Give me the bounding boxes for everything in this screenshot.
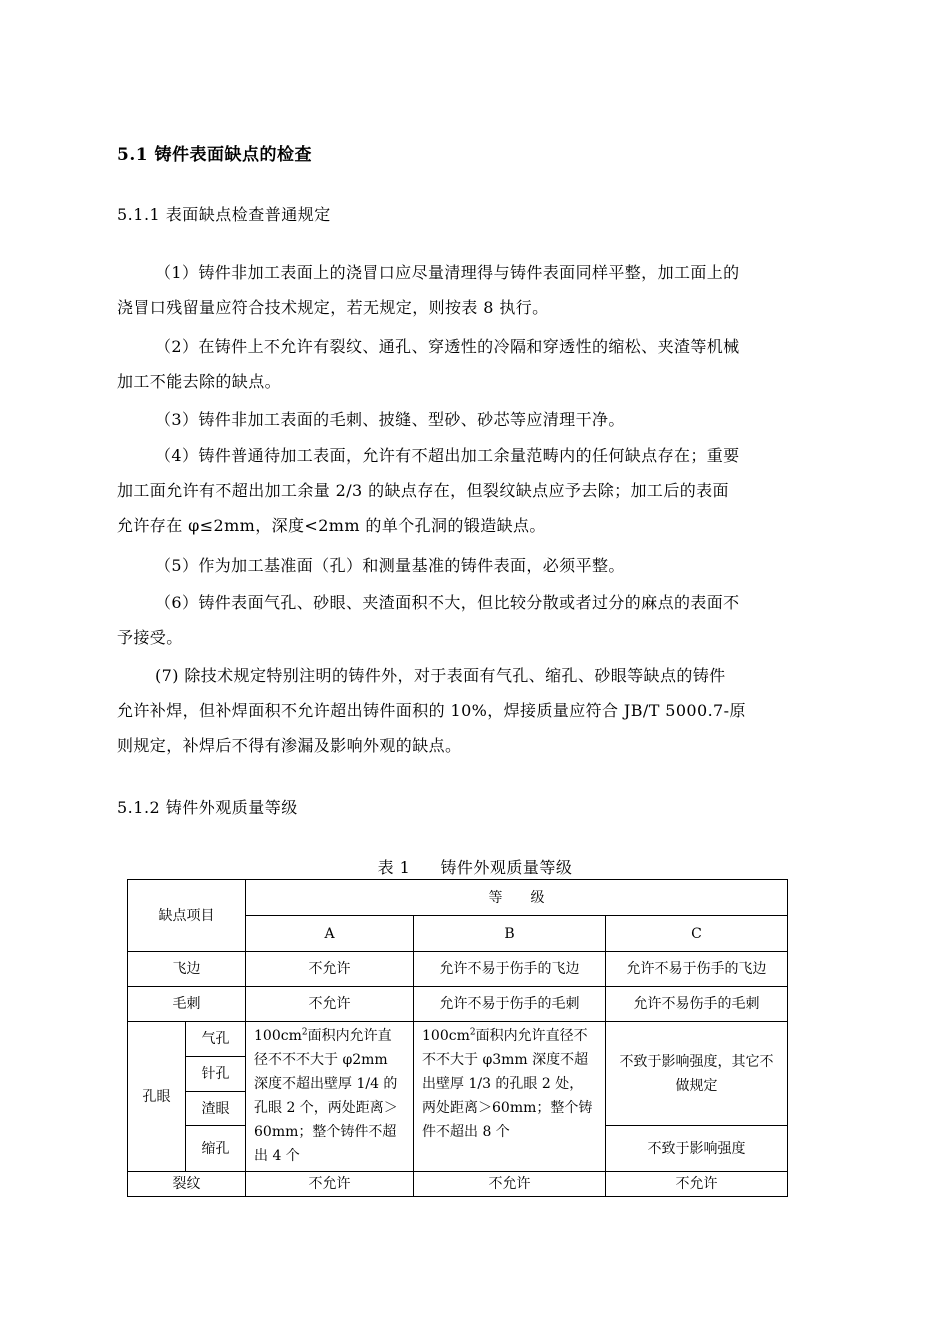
text-line: （1）铸件非加工表面上的浇冒口应尽量清理得与铸件表面同样平整，加工面上的 — [155, 263, 740, 282]
header-grade: 等 级 — [246, 880, 788, 916]
table-row — [128, 987, 788, 1022]
row-label-crack: 裂纹 — [128, 1172, 246, 1197]
sub-label-pin-hole: 针孔 — [186, 1057, 246, 1092]
table-title: 铸件外观质量等级 — [440, 858, 573, 877]
text-line: （6）铸件表面气孔、砂眼、夹渣面积不大，但比较分散或者过分的麻点的表面不 — [155, 593, 740, 612]
rule-item-6 — [117, 585, 829, 655]
table-number: 表 1 — [377, 858, 411, 877]
cell-holes-c-upper: 不致于影响强度，其它不做规定 — [606, 1022, 788, 1126]
cell-burr-b: 允许不易于伤手的毛刺 — [414, 987, 606, 1022]
cell-crack-a: 不允许 — [246, 1172, 414, 1197]
subsection-title-general: 5.1.1 表面缺点检查普通规定 — [117, 205, 331, 224]
text-line: 浇冒口残留量应符合技术规定，若无规定，则按表 8 执行。 — [117, 298, 549, 317]
text-line: 加工面允许有不超出加工余量 2/3 的缺点存在，但裂纹缺点应予去除；加工后的表面 — [117, 481, 729, 500]
text-line: （2）在铸件上不允许有裂纹、通孔、穿透性的冷隔和穿透性的缩松、夹渣等机械 — [155, 337, 740, 356]
table-caption — [0, 855, 950, 878]
sub-label-gas-hole: 气孔 — [186, 1022, 246, 1057]
cell-crack-b: 不允许 — [414, 1172, 606, 1197]
cell-flash-b: 允许不易于伤手的飞边 — [414, 952, 606, 987]
cell-flash-a: 不允许 — [246, 952, 414, 987]
rule-item-3 — [117, 402, 829, 437]
sub-label-shrink-hole: 缩孔 — [186, 1126, 246, 1172]
grade-b: B — [414, 916, 606, 952]
cell-burr-c: 允许不易伤手的毛刺 — [606, 987, 788, 1022]
table-row — [128, 1022, 788, 1057]
text-line: 允许补焊，但补焊面积不允许超出铸件面积的 10%，焊接质量应符合 JB/T 5000.7-原 — [117, 701, 746, 720]
text-line: （5）作为加工基准面（孔）和测量基准的铸件表面，必须平整。 — [155, 556, 625, 575]
cell-crack-c: 不允许 — [606, 1172, 788, 1197]
row-label-holes: 孔眼 — [128, 1022, 186, 1172]
quality-grade-table — [127, 879, 788, 1197]
cell-holes-a: $100cm^2$面积内允许直径不不不大于 φ2mm 深度不超出壁厚 1/4 的孔眼 2 个，两处距离＞60mm；整个铸件不超出 4 个 — [246, 1022, 414, 1172]
text-line: (7) 除技术规定特别注明的铸件外，对于表面有气孔、缩孔、砂眼等缺点的铸件 — [155, 666, 726, 685]
text-line: （4）铸件普通待加工表面，允许有不超出加工余量范畴内的任何缺点存在；重要 — [155, 446, 740, 465]
rule-item-2 — [117, 329, 829, 399]
cell-holes-c-lower: 不致于影响强度 — [606, 1126, 788, 1172]
text-line: 予接受。 — [117, 628, 183, 647]
cell-burr-a: 不允许 — [246, 987, 414, 1022]
rule-item-4 — [117, 438, 829, 543]
header-defect-item: 缺点项目 — [128, 880, 246, 952]
cell-holes-b: $100cm^2$面积内允许直径不不不大于 φ3mm 深度不超出壁厚 1/3 的孔眼 2 处，两处距离＞60mm；整个铸件不超出 8 个 — [414, 1022, 606, 1172]
row-label-burr: 毛刺 — [128, 987, 246, 1022]
subsection-title-grades: 5.1.2 铸件外观质量等级 — [117, 798, 298, 817]
section-heading: 5.1 铸件表面缺点的检查 — [117, 145, 312, 165]
rule-item-1 — [117, 255, 829, 325]
sub-label-slag-hole: 渣眼 — [186, 1092, 246, 1126]
text-line: （3）铸件非加工表面的毛刺、披缝、型砂、砂芯等应清理干净。 — [155, 410, 625, 429]
table-header-row — [128, 880, 788, 916]
cell-flash-c: 允许不易于伤手的飞边 — [606, 952, 788, 987]
rule-item-7 — [117, 658, 829, 763]
grade-a: A — [246, 916, 414, 952]
grade-c: C — [606, 916, 788, 952]
table-row — [128, 952, 788, 987]
text-line: 允许存在 φ≤2mm，深度<2mm 的单个孔洞的锻造缺点。 — [117, 516, 546, 535]
rule-item-5 — [117, 548, 829, 583]
row-label-flash: 飞边 — [128, 952, 246, 987]
table-row — [128, 1172, 788, 1197]
text-line: 加工不能去除的缺点。 — [117, 372, 282, 391]
text-line: 则规定，补焊后不得有渗漏及影响外观的缺点。 — [117, 736, 462, 755]
